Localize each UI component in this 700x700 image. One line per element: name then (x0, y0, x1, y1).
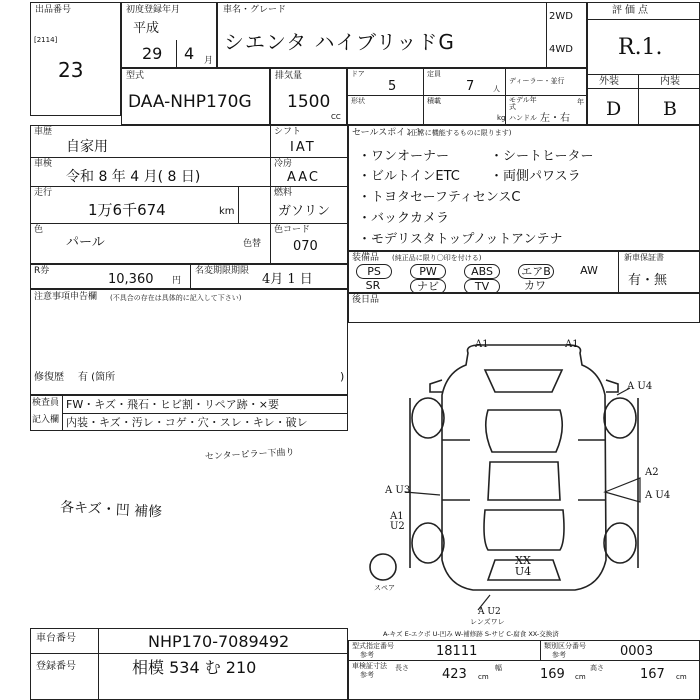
inspection-label: 車検 (34, 159, 53, 169)
doors-label: ドア (351, 70, 365, 78)
reg-year: 29 (142, 44, 163, 63)
kg-label: kg (497, 114, 506, 122)
dealer-label: ディーラー・並行 (509, 77, 565, 85)
model-grade-label: 車名・グレード (223, 5, 287, 15)
class-number: 0003 (620, 644, 654, 659)
model-name: シエンタ ハイブリッドG (224, 30, 455, 54)
damage-mark-xxu4: XX U4 (514, 554, 532, 578)
color-code-label: 色コード (274, 225, 311, 235)
width-unit: cm (575, 673, 586, 681)
notes-note: (不具合の存在は具体的に記入して下さい) (110, 294, 242, 302)
repair-value: 有 (箇所 (78, 372, 116, 383)
repair-label: 修復歴 (34, 372, 64, 383)
height-label: 高さ (590, 664, 604, 672)
color-label: 色 (34, 225, 44, 235)
selling-point-3: ・ビルトインETC (358, 169, 460, 184)
size-ref: 参考 (360, 671, 374, 679)
fuel-label: 燃料 (274, 188, 293, 198)
height-unit: cm (676, 673, 687, 681)
damage-mark-a2: A2 (645, 467, 659, 478)
equip-leather: カワ (524, 279, 546, 292)
notes-label: 注意事項申告欄 (34, 292, 98, 302)
damage-mark-au4-right: A U4 (645, 490, 671, 501)
equip-airbag: エアB (518, 264, 554, 279)
color-change-label: 色替 (243, 239, 262, 249)
loading-label: 積載 (427, 97, 441, 105)
drive-2wd: 2WD (549, 11, 573, 22)
type-cert-ref: 参考 (360, 651, 374, 659)
type-cert: 18111 (436, 644, 478, 659)
height: 167 (640, 667, 665, 682)
lot-label: 出品番号 (35, 5, 72, 15)
selling-point-4: ・両側パワスラ (490, 169, 581, 184)
reg-month: 4 (184, 44, 195, 63)
mileage-unit: km (219, 206, 235, 217)
usage-label: 車歴 (34, 127, 53, 137)
inspector-label-2: 記入欄 (32, 415, 60, 425)
damage-mark-lens: レンズワレ (470, 618, 505, 626)
model-code: DAA-NHP170G (128, 92, 252, 112)
displacement: 1500 (287, 92, 331, 112)
plate-label: 登録番号 (36, 661, 76, 672)
later-items-label: 後日品 (352, 295, 380, 305)
capacity-label: 定員 (427, 70, 441, 78)
interior-label: 内装 (660, 76, 680, 87)
displacement-unit: CC (331, 113, 341, 121)
selling-point-2: ・シートヒーター (490, 149, 594, 164)
damage-mark-a1-left: A1 (475, 339, 489, 350)
interior-value: B (663, 98, 677, 120)
warranty: 有・無 (628, 273, 668, 288)
warranty-label: 新車保証書 (624, 253, 664, 262)
length-unit: cm (478, 673, 489, 681)
equip-tv: TV (464, 279, 500, 294)
ref-number: [2114] (34, 36, 58, 44)
displacement-label: 排気量 (275, 71, 303, 81)
score-label: 評価点 (612, 5, 651, 16)
reg-month-unit: 月 (204, 56, 214, 66)
handwritten-note-2: 各キズ・凹 補修 (59, 499, 163, 521)
first-reg-label: 初度登録年月 (126, 5, 181, 15)
shift: IAT (290, 140, 316, 155)
capacity: 7 (466, 79, 475, 94)
selling-point-5: ・トヨタセーフティセンスC (358, 190, 521, 205)
diagram-legend: A-キズ E-エクボ U-凹み W-補修跡 S-サビ C-腐食 XX-交換済 (383, 630, 559, 638)
class-label: 類別区分番号 (544, 642, 586, 650)
chassis-number: NHP170-7089492 (148, 632, 290, 651)
equip-navi: ナビ (410, 279, 446, 294)
mileage: 1万6千674 (88, 201, 166, 219)
selling-points-note: (正常に機能するものに限ります) (408, 129, 512, 137)
equipment-label: 装備品 (352, 253, 380, 263)
class-ref: 参考 (552, 651, 566, 659)
width-label: 幅 (495, 664, 502, 672)
damage-mark-au4-top: A U4 (627, 381, 653, 392)
fuel: ガソリン (278, 204, 331, 219)
model-year-label: モデル年式 (509, 96, 537, 111)
handle-label: ハンドル (509, 114, 537, 122)
ac: AAC (287, 170, 320, 185)
inspector-row-2: 内装・キズ・汚レ・コゲ・穴・スレ・キレ・破レ (66, 416, 308, 429)
inspection: 令和 8 年 4 月( 8 日) (66, 169, 201, 185)
exterior-value: D (606, 98, 622, 120)
meigi-label: 名変期限期限 (195, 266, 250, 276)
meigi: 4月 1 日 (262, 272, 313, 287)
mileage-label: 走行 (34, 188, 53, 198)
type-cert-label: 型式指定番号 (352, 642, 394, 650)
damage-mark-a1u2: A1 U2 (390, 511, 405, 532)
inspector-row-1: FW・キズ・飛石・ヒビ割・リペア跡・×要 (66, 398, 279, 411)
color: パール (66, 235, 105, 250)
recycle: 10,360 (108, 272, 154, 287)
shift-label: シフト (274, 127, 302, 137)
model-code-label: 型式 (126, 71, 145, 81)
usage: 自家用 (66, 139, 108, 155)
repair-close: ) (340, 370, 345, 383)
equip-pw: PW (410, 264, 446, 279)
damage-mark-au2: A U2 (478, 607, 501, 617)
handle-value: 左・右 (540, 113, 570, 124)
model-year-unit: 年 (577, 98, 584, 106)
capacity-unit: 人 (493, 85, 500, 93)
width: 169 (540, 667, 565, 682)
equipment-note: (純正品に限り〇印を付ける) (392, 254, 482, 262)
inspector-label-1: 検査員 (32, 398, 60, 408)
damage-mark-a1-right: A1 (565, 339, 579, 350)
equip-aw: AW (580, 264, 598, 277)
exterior-label: 外装 (599, 76, 619, 87)
damage-mark-au3: A U3 (385, 485, 411, 496)
length: 423 (442, 667, 467, 682)
handwritten-note-1: センターピラー下曲り (204, 447, 295, 463)
selling-points-label: セールスポイント (352, 128, 424, 138)
recycle-unit: 円 (172, 276, 182, 286)
recycle-label: R券 (34, 266, 50, 276)
chassis-label: 車台番号 (36, 633, 76, 644)
ac-label: 冷房 (274, 159, 293, 169)
lot-number: 23 (58, 58, 84, 82)
doors: 5 (388, 79, 397, 94)
selling-point-1: ・ワンオーナー (358, 149, 450, 164)
equip-abs: ABS (464, 264, 500, 279)
score-value: R.1. (618, 35, 663, 60)
later-items-box (348, 293, 700, 323)
score-box (587, 2, 700, 125)
era-value: 平成 (133, 21, 160, 36)
plate-number: 相模 534 む 210 (132, 658, 257, 677)
size-label: 車検証寸法 (352, 662, 387, 670)
spare-label: スペア (374, 584, 395, 592)
equip-ps: PS (356, 264, 392, 279)
shape-label: 形状 (351, 97, 365, 105)
drive-4wd: 4WD (549, 44, 573, 55)
selling-point-6: ・バックカメラ (358, 211, 450, 226)
length-label: 長さ (395, 664, 409, 672)
selling-point-7: ・モデリスタトップノットアンテナ (358, 232, 563, 247)
color-code: 070 (293, 239, 318, 254)
equip-sr: SR (365, 279, 381, 292)
